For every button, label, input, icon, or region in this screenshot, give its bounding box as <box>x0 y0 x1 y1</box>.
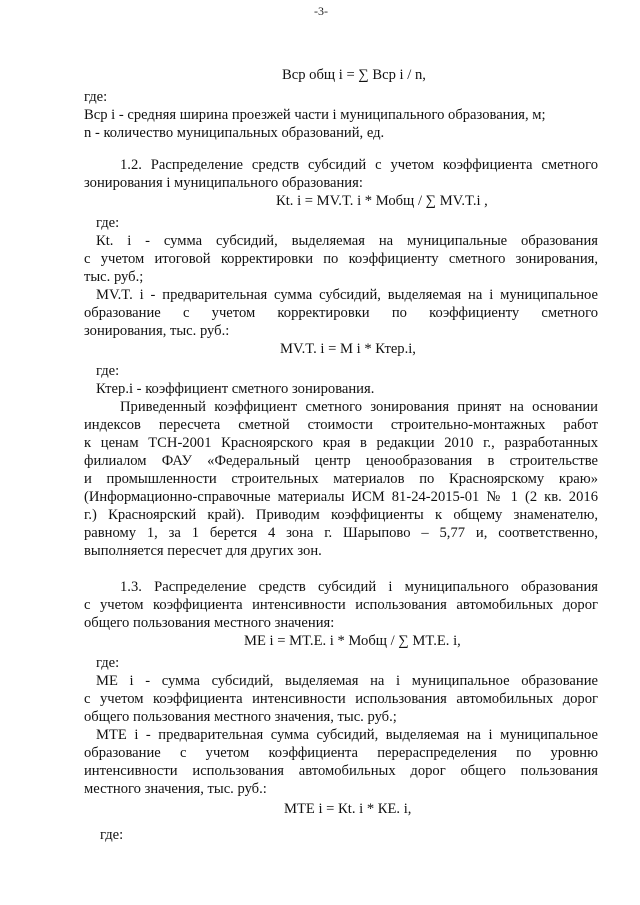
definition-kter: Ктер.i - коэффициент сметного зонирования. <box>96 381 375 397</box>
section-1-3-heading-cont: с учетом коэффициента интенсивности использования автомобильных дорог <box>84 597 598 613</box>
paragraph-line: (Информационно-справочные материалы ИСМ 81-24-2015-01 № 1 (2 кв. 2016 <box>84 489 598 505</box>
paragraph-line: индексов пересчета сметной стоимости строительно-монтажных работ <box>84 417 598 433</box>
paragraph-line: филиалом ФАУ «Федеральный центр ценообразования в строительстве <box>84 453 598 469</box>
definition-mvt: МV.T. i - предварительная сумма субсидий, выделяемая на i муниципальное <box>96 287 598 303</box>
definition-kt-cont: с учетом итоговой корректировки по коэффициенту сметного зонирования, <box>84 251 598 267</box>
definition-mte: МTE i - предварительная сумма субсидий, выделяемая на i муниципальное <box>96 727 598 743</box>
section-1-3-heading: 1.3. Распределение средств субсидий i муниципального образования <box>120 579 598 595</box>
where-label: где: <box>96 655 120 671</box>
where-label: где: <box>100 827 124 843</box>
definition-me: МE i - сумма субсидий, выделяемая на i муниципальное образование <box>96 673 598 689</box>
definition-mvt-cont: образование с учетом корректировки по коэффициенту сметного <box>84 305 598 321</box>
where-label: где: <box>96 215 120 231</box>
paragraph-line-last: выполняется пересчет для других зон. <box>84 543 322 559</box>
definition-kt: Кt. i - сумма субсидий, выделяемая на муниципальные образования <box>96 233 598 249</box>
paragraph-line: равному 1, за 1 берется 4 зона г. Шарыпово – 5,77 и, соответственно, <box>84 525 598 541</box>
definition-count: n - количество муниципальных образований, ед. <box>84 125 385 141</box>
where-label: где: <box>96 363 120 379</box>
definition-mvt-end: зонирования, тыс. руб.: <box>84 323 230 339</box>
definition-width: Вср i - средняя ширина проезжей части i муниципального образования, м; <box>84 107 546 123</box>
formula-kt: Кt. i = МV.T. i * Мобщ / ∑ МV.T.i , <box>276 193 488 209</box>
definition-kt-end: тыс. руб.; <box>84 269 144 285</box>
definition-mte-cont2: интенсивности использования автомобильных дорог общего пользования <box>84 763 598 779</box>
paragraph-line: Приведенный коэффициент сметного зонирования принят на основании <box>120 399 598 415</box>
section-1-2-heading-cont: зонирования i муниципального образования: <box>84 175 363 191</box>
paragraph-line: г.) Красноярский край). Приводим коэффициенты к общему знаменателю, <box>84 507 598 523</box>
paragraph-line: к ценам ТСН-2001 Красноярского края в редакции 2010 г., разработанных <box>84 435 598 451</box>
definition-me-cont: с учетом коэффициента интенсивности использования автомобильных дорог <box>84 691 598 707</box>
definition-me-end: общего пользования местного значения, тыс. руб.; <box>84 709 397 725</box>
definition-mte-end: местного значения, тыс. руб.: <box>84 781 267 797</box>
paragraph-line: и промышленности строительных материалов по Красноярскому краю» <box>84 471 598 487</box>
formula-mvt: МV.T. i = М i * Ктер.i, <box>280 341 416 357</box>
formula-mte: МTE i = Кt. i * КE. i, <box>284 801 412 817</box>
section-1-2-heading: 1.2. Распределение средств субсидий с учетом коэффициента сметного <box>120 157 598 173</box>
formula-me: МE i = МT.E. i * Мобщ / ∑ МT.E. i, <box>244 633 461 649</box>
formula-average-width: Вср общ i = ∑ Вср i / n, <box>282 67 426 83</box>
definition-mte-cont: образование с учетом коэффициента перераспределения по уровню <box>84 745 598 761</box>
where-label: где: <box>84 89 108 105</box>
section-1-3-heading-end: общего пользования местного значения: <box>84 615 335 631</box>
page-number-mark: -3- <box>314 4 328 18</box>
